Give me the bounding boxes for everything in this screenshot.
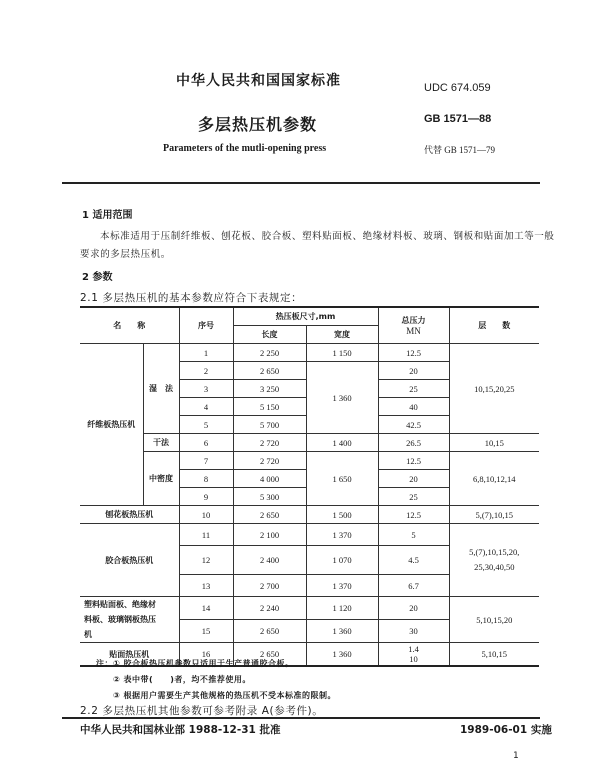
subgroup-dry: 干法: [143, 434, 179, 452]
cell-width: 1 150: [306, 344, 378, 362]
table-row: [80, 344, 539, 362]
parameters-table: [80, 306, 539, 667]
cell-length: 2 250: [233, 344, 306, 362]
group-plastic-laminate: [80, 597, 179, 643]
cell-length: 2 650: [233, 620, 306, 643]
subgroup-mdf: 中密度: [143, 452, 179, 506]
cell-seq: 12: [179, 546, 233, 575]
cell-pressure: 12.5: [378, 506, 449, 524]
cell-seq: 13: [179, 575, 233, 597]
cell-layers: 5,10,15: [449, 643, 539, 667]
table-row: [80, 452, 539, 470]
cell-pressure: 5: [378, 524, 449, 546]
table-row: [80, 434, 539, 452]
effective-date: 1989-06-01 实施: [460, 724, 552, 736]
group-plastic-line1: 塑料贴面板、绝缘材: [84, 600, 156, 609]
cell-seq: 11: [179, 524, 233, 546]
header-layers: 层 数: [449, 307, 539, 344]
udc-code: UDC 674.059: [424, 82, 491, 94]
cell-seq: 5: [179, 416, 233, 434]
cell-pressure-line2: 10: [409, 654, 418, 664]
document-title: 多层热压机参数: [198, 115, 318, 134]
cell-pressure: 25: [378, 488, 449, 506]
cell-width: 1 360: [306, 643, 378, 667]
cell-width: 1 070: [306, 546, 378, 575]
table-row: [80, 524, 539, 546]
section-2-2-text: 2.2 多层热压机其他参数可参考附录 A(参考件)。: [80, 705, 324, 717]
cell-pressure: 20: [378, 362, 449, 380]
cell-pressure: [378, 643, 449, 667]
cell-length: 4 000: [233, 470, 306, 488]
cell-width: 1 400: [306, 434, 378, 452]
group-plastic-line2: 料板、玻璃钢板热压: [84, 615, 156, 624]
english-title: Parameters of the mutli-opening press: [163, 143, 327, 154]
header-seq: 序号: [179, 307, 233, 344]
cell-layers: 10,15: [449, 434, 539, 452]
cell-length: 2 100: [233, 524, 306, 546]
cell-length: 2 700: [233, 575, 306, 597]
cell-length: 2 650: [233, 643, 306, 667]
cell-layers: 5,10,15,20: [449, 597, 539, 643]
cell-pressure: 20: [378, 597, 449, 620]
cell-width: 1 360: [306, 620, 378, 643]
footer-divider: [62, 717, 540, 719]
note-3: ③ 根据用户需要生产其他规格的热压机不受本标准的限制。: [113, 691, 337, 700]
header-plate-size: 热压板尺寸,mm: [233, 307, 378, 326]
cell-seq: 14: [179, 597, 233, 620]
cell-width: 1 500: [306, 506, 378, 524]
cell-length: 2 400: [233, 546, 306, 575]
cell-seq: 9: [179, 488, 233, 506]
gb-number: GB 1571—88: [424, 113, 492, 125]
table-row: [80, 597, 539, 620]
header-length: 长度: [233, 326, 306, 344]
replaces-standard: 代替 GB 1571—79: [424, 145, 496, 155]
group-plywood: 胶合板热压机: [80, 524, 179, 597]
section-1-paragraph-line1: 本标准适用于压制纤维板、刨花板、胶合板、塑料贴面板、绝缘材料板、玻璃、钢板和贴面加工等一般: [100, 231, 555, 242]
cell-pressure: 20: [378, 470, 449, 488]
cell-seq: 7: [179, 452, 233, 470]
cell-pressure-line1: 1.4: [408, 644, 419, 654]
approval-statement: 中华人民共和国林业部 1988-12-31 批准: [80, 724, 281, 736]
cell-pressure: 12.5: [378, 344, 449, 362]
cell-layers: 5,(7),10,15: [449, 506, 539, 524]
cell-width: 1 360: [306, 362, 378, 434]
cell-pressure: 6.7: [378, 575, 449, 597]
section-2-heading: 2 参数: [82, 272, 113, 283]
cell-seq: 2: [179, 362, 233, 380]
cell-seq: 15: [179, 620, 233, 643]
header-pressure: [378, 307, 449, 344]
cell-seq: 8: [179, 470, 233, 488]
group-fiberboard: 纤维板热压机: [80, 344, 143, 506]
cell-width: 1 650: [306, 452, 378, 506]
cell-seq: 10: [179, 506, 233, 524]
group-particleboard: 刨花板热压机: [80, 506, 179, 524]
group-plastic-line3: 机: [84, 630, 92, 639]
cell-length: 2 720: [233, 434, 306, 452]
page-number: 1: [513, 751, 519, 761]
header-width: 宽度: [306, 326, 378, 344]
section-2-1-text: 2.1 多层热压机的基本参数应符合下表规定：: [80, 292, 303, 304]
header-pressure-label: 总压力: [401, 316, 426, 325]
section-1-paragraph-line2: 要求的多层热压机。: [80, 249, 171, 260]
header-name: 名 称: [80, 307, 179, 344]
cell-pressure: 40: [378, 398, 449, 416]
cell-pressure: 4.5: [378, 546, 449, 575]
cell-pressure: 25: [378, 380, 449, 398]
cell-layers: [449, 524, 539, 597]
cell-length: 5 150: [233, 398, 306, 416]
cell-length: 5 700: [233, 416, 306, 434]
cell-width: 1 370: [306, 575, 378, 597]
section-1-heading: 1 适用范围: [82, 210, 133, 221]
cell-width: 1 120: [306, 597, 378, 620]
cell-pressure: 26.5: [378, 434, 449, 452]
group-veneer: 贴面热压机: [80, 643, 179, 667]
cell-length: 2 240: [233, 597, 306, 620]
subgroup-wet: 湿 法: [143, 344, 179, 434]
cell-layers: 6,8,10,12,14: [449, 452, 539, 506]
cell-seq: 16: [179, 643, 233, 667]
cell-layers: 10,15,20,25: [449, 344, 539, 434]
standard-org-title: 中华人民共和国国家标准: [176, 73, 341, 89]
cell-layers-line2: 25,30,40,50: [474, 562, 515, 572]
cell-layers-line1: 5,(7),10,15,20,: [469, 547, 520, 557]
cell-length: 3 250: [233, 380, 306, 398]
cell-pressure: 30: [378, 620, 449, 643]
cell-pressure: 12.5: [378, 452, 449, 470]
cell-seq: 3: [179, 380, 233, 398]
cell-length: 2 720: [233, 452, 306, 470]
cell-pressure: 42.5: [378, 416, 449, 434]
cell-length: 5 300: [233, 488, 306, 506]
cell-seq: 6: [179, 434, 233, 452]
cell-seq: 1: [179, 344, 233, 362]
cell-seq: 4: [179, 398, 233, 416]
cell-width: 1 370: [306, 524, 378, 546]
header-divider: [62, 182, 540, 184]
note-1: 注：① 胶合板热压机参数只适用于生产普通胶合板。: [96, 659, 294, 668]
cell-length: 2 650: [233, 506, 306, 524]
table-row: [80, 506, 539, 524]
cell-length: 2 650: [233, 362, 306, 380]
header-pressure-unit: MN: [406, 326, 421, 336]
note-2: ② 表中带( )者，均不推荐使用。: [113, 675, 251, 684]
